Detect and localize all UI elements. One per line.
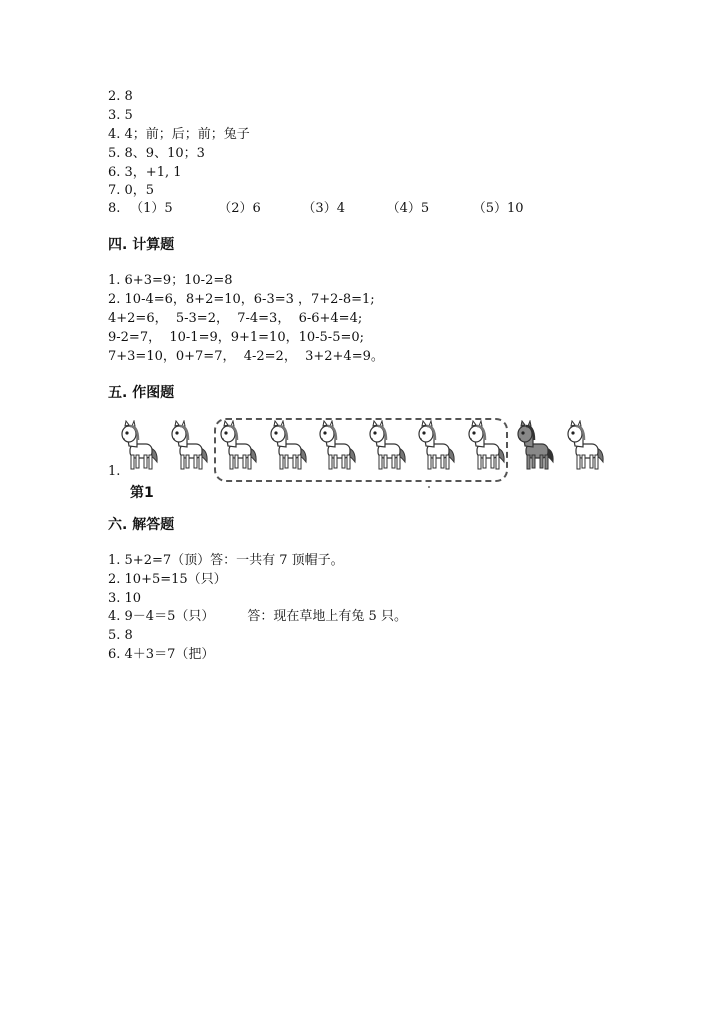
section-heading-answers: 六. 解答题 [108, 517, 175, 533]
white-horse-icon [318, 420, 358, 472]
white-horse-icon [170, 420, 210, 472]
calc-line-5: 7+3=10，0+7=7， 4-2=2， 3+2+4=9。 [108, 349, 384, 364]
q8-option-5: （5）10 [472, 201, 524, 216]
gray-horse-icon [516, 420, 556, 472]
first-label: 第1 [130, 485, 154, 501]
q8-option-2: （2）6 [218, 201, 261, 216]
calc-line-3: 4+2=6， 5-3=2， 7-4=3， 6-6+4=4; [108, 311, 363, 326]
white-horse-icon [368, 420, 408, 472]
solve-line-5: 5. 8 [108, 628, 133, 643]
solve-line-6: 6. 4＋3＝7（把） [108, 647, 215, 662]
white-horse-icon [269, 420, 309, 472]
section-heading-drawing: 五. 作图题 [108, 385, 175, 401]
white-horse-icon [417, 420, 457, 472]
calc-line-4: 9-2=7， 10-1=9，9+1=10，10-5-5=0; [108, 330, 365, 345]
white-horse-icon [219, 420, 259, 472]
q8-option-4: （4）5 [386, 201, 430, 216]
answer-line-2: 2. 8 [108, 89, 133, 104]
solve-line-1: 1. 5+2=7（顶）答：一共有 7 顶帽子。 [108, 553, 344, 568]
stray-dot [428, 486, 430, 488]
calc-line-1: 1. 6+3=9；10-2=8 [108, 273, 233, 288]
answer-line-6: 6. 3，+1, 1 [108, 165, 182, 180]
solve-line-4: 4. 9－4＝5（只） 答：现在草地上有兔 5 只。 [108, 609, 407, 624]
answer-line-3: 3. 5 [108, 108, 133, 123]
calc-line-2: 2. 10-4=6，8+2=10，6-3=3 ，7+2-8=1; [108, 292, 375, 307]
answer-line-5: 5. 8、9、10；3 [108, 146, 205, 161]
solve-line-3: 3. 10 [108, 591, 142, 606]
q8-option-1: （1）5 [130, 201, 173, 216]
answer-line-7: 7. 0，5 [108, 183, 155, 198]
solve-line-2: 2. 10+5=15（只） [108, 572, 227, 587]
drawing-question-number: 1. [108, 464, 121, 479]
section-heading-calc: 四. 计算题 [108, 237, 175, 253]
q8-number: 8. [108, 201, 121, 216]
answer-line-4: 4. 4；前；后；前；兔子 [108, 127, 250, 142]
q8-option-3: （3）4 [302, 201, 345, 216]
white-horse-icon [120, 420, 160, 472]
horse-row [120, 420, 620, 480]
white-horse-icon [566, 420, 606, 472]
white-horse-icon [467, 420, 507, 472]
answer-line-8 [108, 200, 524, 218]
